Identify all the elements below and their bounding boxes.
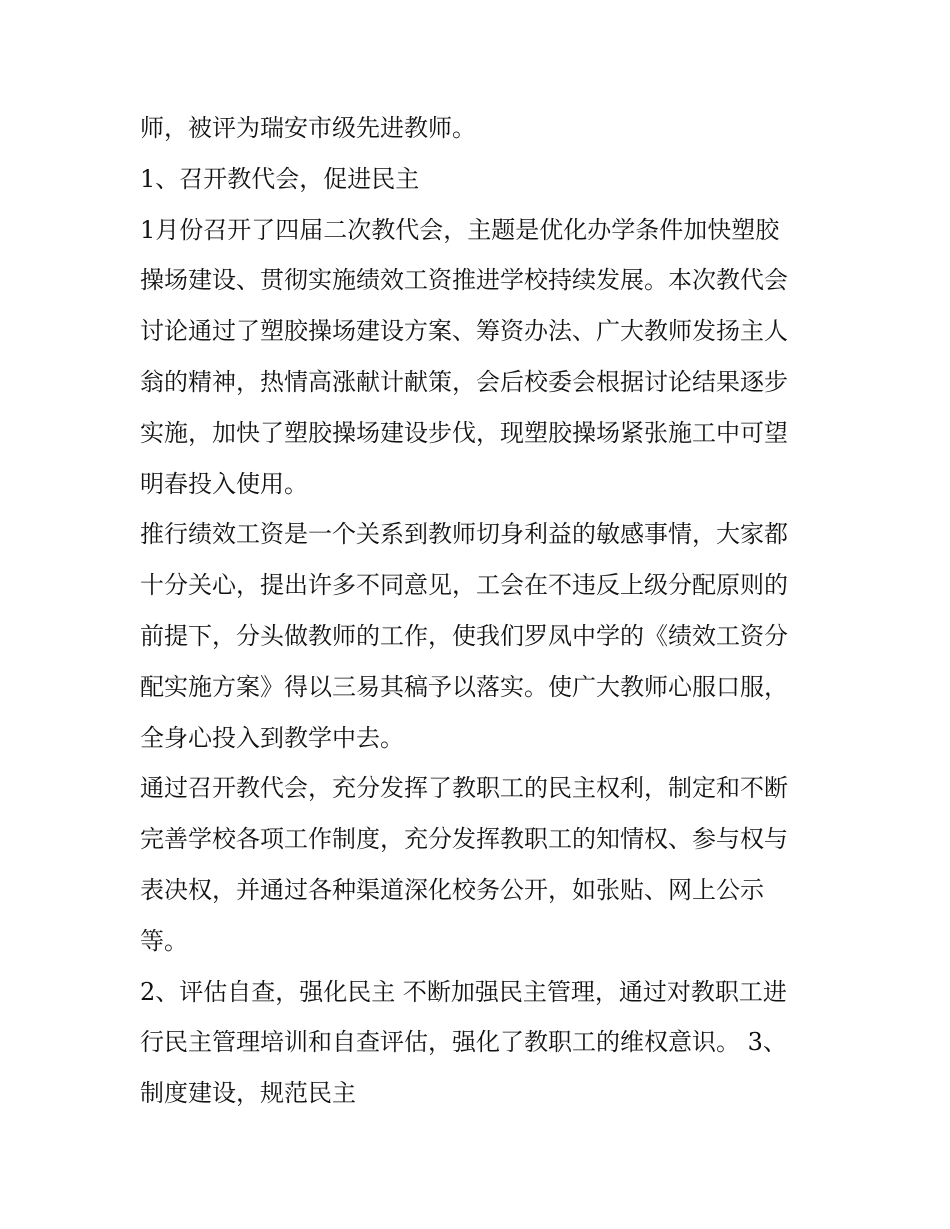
text-line: 推行绩效工资是一个关系到教师切身利益的敏感事情，大家都	[140, 520, 788, 549]
text-line: 翁的精神，热情高涨献计献策，会后校委会根据讨论结果逐步	[140, 367, 788, 396]
section-heading: 1、召开教代会，促进民主	[140, 164, 420, 193]
text-line: 前提下，分头做教师的工作，使我们罗凤中学的《绩效工资分	[140, 621, 788, 650]
text-line: 通过召开教代会，充分发挥了教职工的民主权利，制定和不断	[140, 774, 788, 803]
text-line: 明春投入使用。	[140, 469, 308, 498]
section-heading: 2、评估自查，强化民主 不断加强民主管理，通过对教职工进	[140, 977, 787, 1006]
text-line: 操场建设、贯彻实施绩效工资推进学校持续发展。本次教代会	[140, 266, 788, 295]
text-line: 十分关心，提出许多不同意见，工会在不违反上级分配原则的	[140, 571, 788, 600]
document-body	[140, 108, 820, 1124]
text-line: 配实施方案》得以三易其稿予以落实。使广大教师心服口服，	[140, 672, 788, 701]
text-line: 实施，加快了塑胶操场建设步伐，现塑胶操场紧张施工中可望	[140, 418, 788, 447]
text-line: 师，被评为瑞安市级先进教师。	[140, 114, 476, 142]
text-line: 完善学校各项工作制度，充分发挥教职工的知情权、参与权与	[140, 825, 788, 854]
text-line: 表决权，并通过各种渠道深化校务公开，如张贴、网上公示	[140, 875, 764, 904]
text-line: 全身心投入到教学中去。	[140, 723, 404, 752]
text-line: 1月份召开了四届二次教代会，主题是优化办学条件加快塑胶	[140, 215, 780, 244]
text-line: 等。	[140, 926, 188, 955]
text-line: 讨论通过了塑胶操场建设方案、筹资办法、广大教师发扬主人	[140, 317, 788, 346]
text-line: 行民主管理培训和自查评估，强化了教职工的维权意识。 3、	[140, 1028, 787, 1057]
text-line: 制度建设，规范民主	[140, 1079, 356, 1108]
